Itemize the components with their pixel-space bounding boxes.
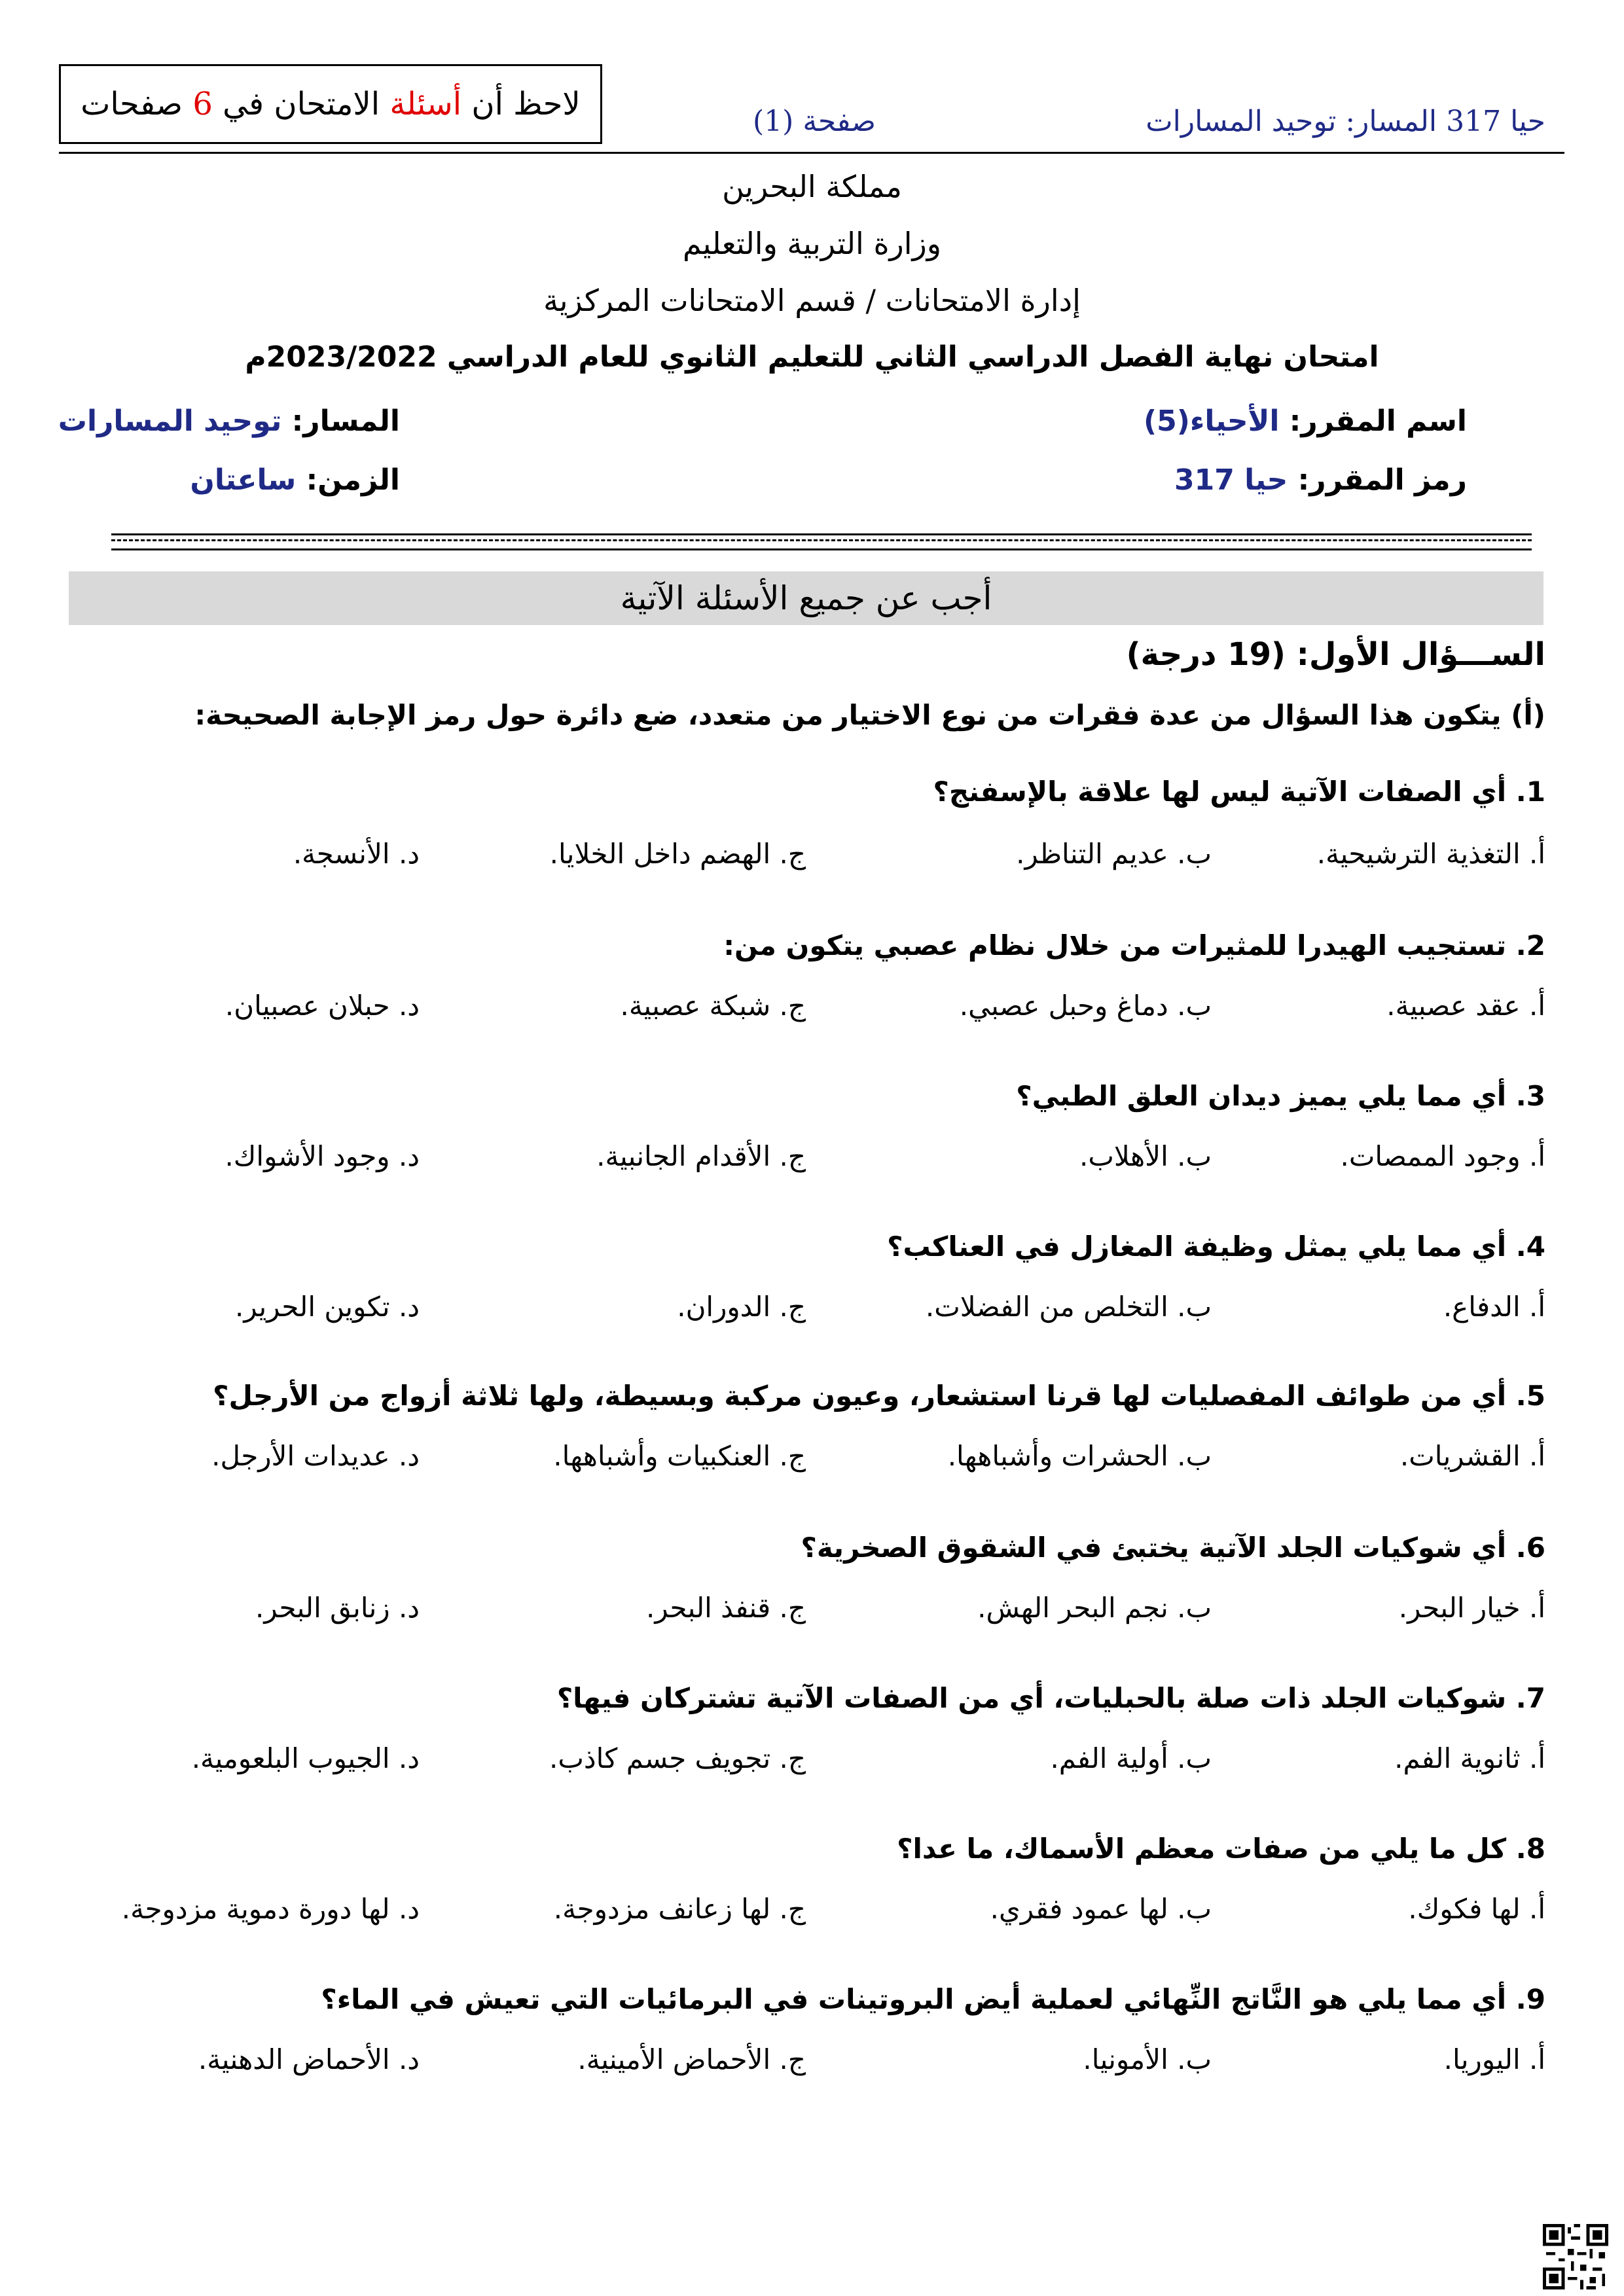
course-code-label: رمز المقرر: [1297,463,1467,497]
option-d[interactable]: د. حبلان عصبيان. [225,990,420,1022]
course-name [1144,404,1467,438]
exam-title: امتحان نهاية الفصل الدراسي الثاني للتعليم الثانوي للعام الدراسي 2023/2022م [245,340,1379,374]
option-a[interactable]: أ. عقد عصبية. [1386,990,1545,1022]
question-4: 4. أي مما يلي يمثل وظيفة المغازل في العناكب؟ [887,1230,1545,1263]
time-value: ساعتان [190,463,297,497]
option-d[interactable]: د. الأنسجة. [293,838,420,870]
option-b[interactable]: ب. نجم البحر الهش. [977,1592,1212,1624]
option-b[interactable]: ب. دماغ وحبل عصبي. [959,990,1212,1022]
notice-red-word: أسئلة [389,86,462,122]
instructions-banner: أجب عن جميع الأسئلة الآتية [69,571,1543,625]
course-name-value: الأحياء(5) [1144,404,1280,438]
option-b[interactable]: ب. الأهلاب. [1079,1140,1212,1172]
question-heading: الســـؤال الأول: (19 درجة) [1126,636,1545,673]
option-d[interactable]: د. الأحماض الدهنية. [198,2043,420,2075]
header-rule [59,152,1564,154]
course-code [1174,463,1467,497]
option-b[interactable]: ب. عديم التناظر. [1016,838,1212,870]
option-a[interactable]: أ. لها فكوك. [1408,1893,1545,1925]
track-label: المسار: [291,404,400,438]
option-b[interactable]: ب. أولية الفم. [1050,1742,1212,1774]
page-number: صفحة (1) [753,105,876,138]
option-a[interactable]: أ. ثانوية الفم. [1394,1742,1545,1774]
question-instruction: (أ) يتكون هذا السؤال من عدة فقرات من نوع الاختيار من متعدد، ضع دائرة حول رمز الإجابة الصحيحة: [194,699,1545,731]
notice-count: 6 [192,86,213,122]
course-code-value: حيا 317 [1174,463,1288,497]
question-6: 6. أي شوكيات الجلد الآتية يختبئ في الشقوق الصخرية؟ [801,1532,1545,1564]
option-c[interactable]: ج. الدوران. [677,1291,806,1323]
question-8: 8. كل ما يلي من صفات معظم الأسماك، ما عدا؟ [897,1833,1545,1865]
option-c[interactable]: ج. الأقدام الجانبية. [596,1140,806,1172]
course-track-header: حيا 317 المسار: توحيد المسارات [1146,105,1545,138]
option-c[interactable]: ج. العنكبيات وأشباهها. [553,1440,806,1472]
option-a[interactable]: أ. خيار البحر. [1398,1592,1545,1624]
question-5: 5. أي من طوائف المفصليات لها قرنا استشعار، وعيون مركبة وبسيطة، ولها ثلاثة أزواج من الأرجل؟ [213,1380,1545,1412]
option-d[interactable]: د. عديدات الأرجل. [211,1440,420,1472]
option-c[interactable]: ج. شبكة عصبية. [620,990,806,1022]
page-count-notice [59,64,602,144]
question-9: 9. أي مما يلي هو النَّاتج النِّهائي لعملية أيض البروتينات في البرمائيات التي تعيش في الماء؟ [321,1983,1545,2015]
double-separator [111,533,1532,550]
kingdom-title: مملكة البحرين [722,169,902,204]
course-name-label: اسم المقرر: [1289,404,1467,438]
option-b[interactable]: ب. التخلص من الفضلات. [925,1291,1212,1323]
option-b[interactable]: ب. الأمونيا. [1083,2043,1212,2075]
option-c[interactable]: ج. تجويف جسم كاذب. [549,1742,806,1774]
notice-suffix: صفحات [81,86,183,122]
notice-prefix: لاحظ أن [471,86,581,122]
qr-code-icon [1543,2224,1608,2289]
option-a[interactable]: أ. الدفاع. [1443,1291,1545,1323]
option-c[interactable]: ج. لها زعانف مزدوجة. [553,1893,806,1925]
question-7: 7. شوكيات الجلد ذات صلة بالحبليات، أي من الصفات الآتية تشتركان فيها؟ [556,1682,1545,1714]
option-d[interactable]: د. تكوين الحرير. [235,1291,420,1323]
exam-time [190,463,400,497]
option-d[interactable]: د. زنابق البحر. [255,1592,420,1624]
option-c[interactable]: ج. قنفذ البحر. [646,1592,806,1624]
question-1: 1. أي الصفات الآتية ليس لها علاقة بالإسفنج؟ [933,776,1545,808]
option-a[interactable]: أ. التغذية الترشيحية. [1316,838,1545,870]
ministry-title: وزارة التربية والتعليم [683,226,941,261]
question-2: 2. تستجيب الهيدرا للمثيرات من خلال نظام عصبي يتكون من: [723,929,1545,961]
track [58,404,400,438]
option-b[interactable]: ب. لها عمود فقري. [990,1893,1212,1925]
option-b[interactable]: ب. الحشرات وأشباهها. [947,1440,1212,1472]
track-value: توحيد المسارات [58,404,282,438]
option-d[interactable]: د. وجود الأشواك. [225,1140,420,1172]
option-a[interactable]: أ. وجود الممصات. [1340,1140,1545,1172]
option-a[interactable]: أ. اليوريا. [1443,2043,1545,2075]
department-title: إدارة الامتحانات / قسم الامتحانات المركزية [543,283,1081,318]
option-c[interactable]: ج. الهضم داخل الخلايا. [549,838,806,870]
option-c[interactable]: ج. الأحماض الأمينية. [577,2043,806,2075]
option-d[interactable]: د. لها دورة دموية مزدوجة. [121,1893,420,1925]
notice-mid: الامتحان في [223,86,380,122]
time-label: الزمن: [306,463,400,497]
option-d[interactable]: د. الجيوب البلعومية. [191,1742,420,1774]
option-a[interactable]: أ. القشريات. [1399,1440,1545,1472]
question-3: 3. أي مما يلي يميز ديدان العلق الطبي؟ [1016,1080,1545,1112]
